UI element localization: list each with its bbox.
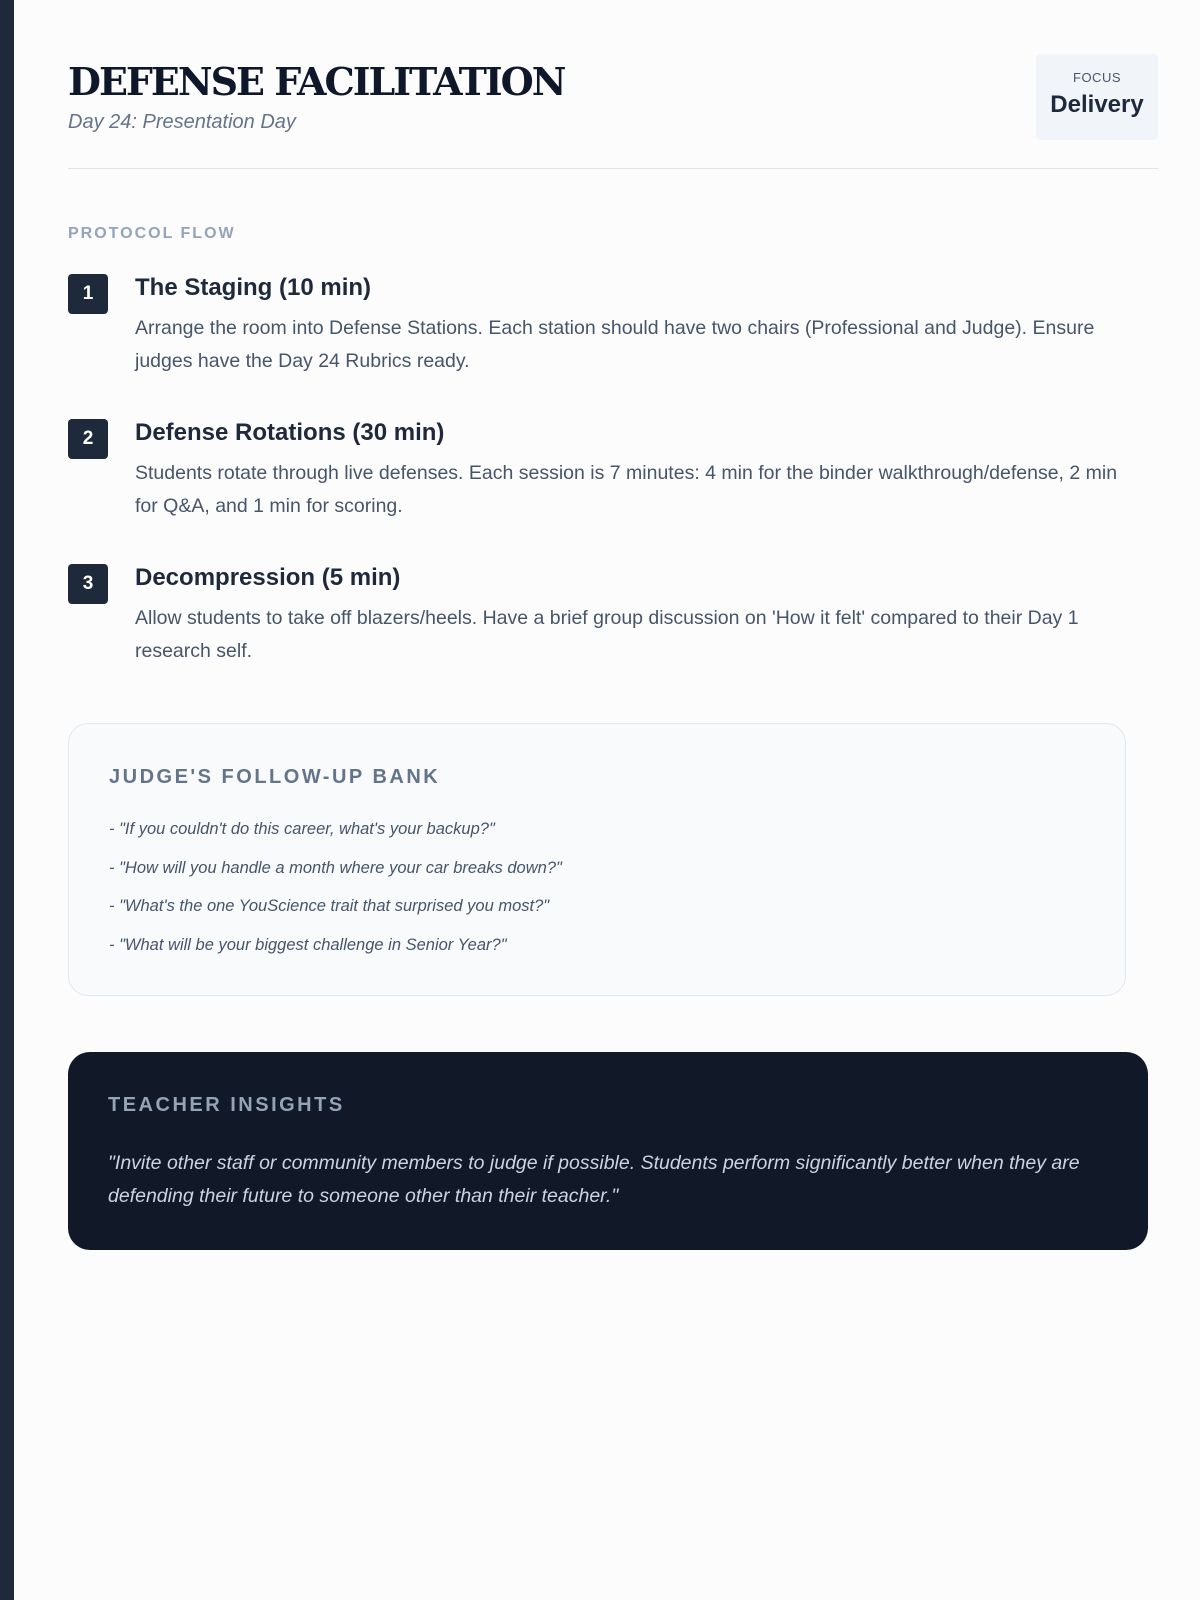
focus-label: FOCUS — [1073, 70, 1121, 85]
judge-follow-up-card — [68, 723, 1126, 996]
page-title: DEFENSE FACILITATION — [68, 59, 565, 104]
step-number-badge: 2 — [68, 419, 108, 459]
teacher-insights-card — [68, 1052, 1148, 1250]
step-title: The Staging (10 min) — [135, 274, 372, 301]
left-accent-bar — [0, 0, 14, 1600]
teacher-insights-quote: "Invite other staff or community members to judge if possible. Students perform significantly better when they are defending their future to someone other than their teacher." — [108, 1152, 1080, 1207]
step-description: Arrange the room into Defense Stations. Each station should have two chairs (Professional and Judge). Ensure judges have the Day 24 Rubrics ready. — [135, 317, 1095, 372]
protocol-flow-label: PROTOCOL FLOW — [68, 225, 236, 242]
judge-question: - "What's the one YouScience trait that surprised you most?" — [109, 897, 550, 915]
focus-value: Delivery — [1050, 91, 1144, 118]
page-subtitle: Day 24: Presentation Day — [68, 111, 296, 133]
judge-bank-title: JUDGE'S FOLLOW-UP BANK — [109, 766, 441, 788]
focus-badge — [1036, 54, 1158, 140]
step-title: Defense Rotations (30 min) — [135, 419, 445, 446]
step-number-badge: 1 — [68, 274, 108, 314]
judge-question: - "How will you handle a month where your car breaks down?" — [109, 858, 562, 877]
step-description: Students rotate through live defenses. Each session is 7 minutes: 4 min for the binder walkthrough/defense, 2 min for Q&A, and 1 min for scoring. — [135, 462, 1118, 517]
page-header — [68, 0, 1158, 169]
step-description: Allow students to take off blazers/heels. Have a brief group discussion on 'How it felt' compared to their Day 1 research self. — [135, 607, 1079, 662]
judge-question: - "If you couldn't do this career, what's your backup?" — [109, 820, 495, 838]
judge-question-list — [109, 818, 562, 972]
step-number-badge: 3 — [68, 564, 108, 604]
judge-question: - "What will be your biggest challenge in Senior Year?" — [109, 935, 507, 954]
step-title: Decompression (5 min) — [135, 564, 401, 591]
facilitation-page — [68, 0, 1158, 1207]
teacher-insights-title: TEACHER INSIGHTS — [108, 1094, 345, 1116]
